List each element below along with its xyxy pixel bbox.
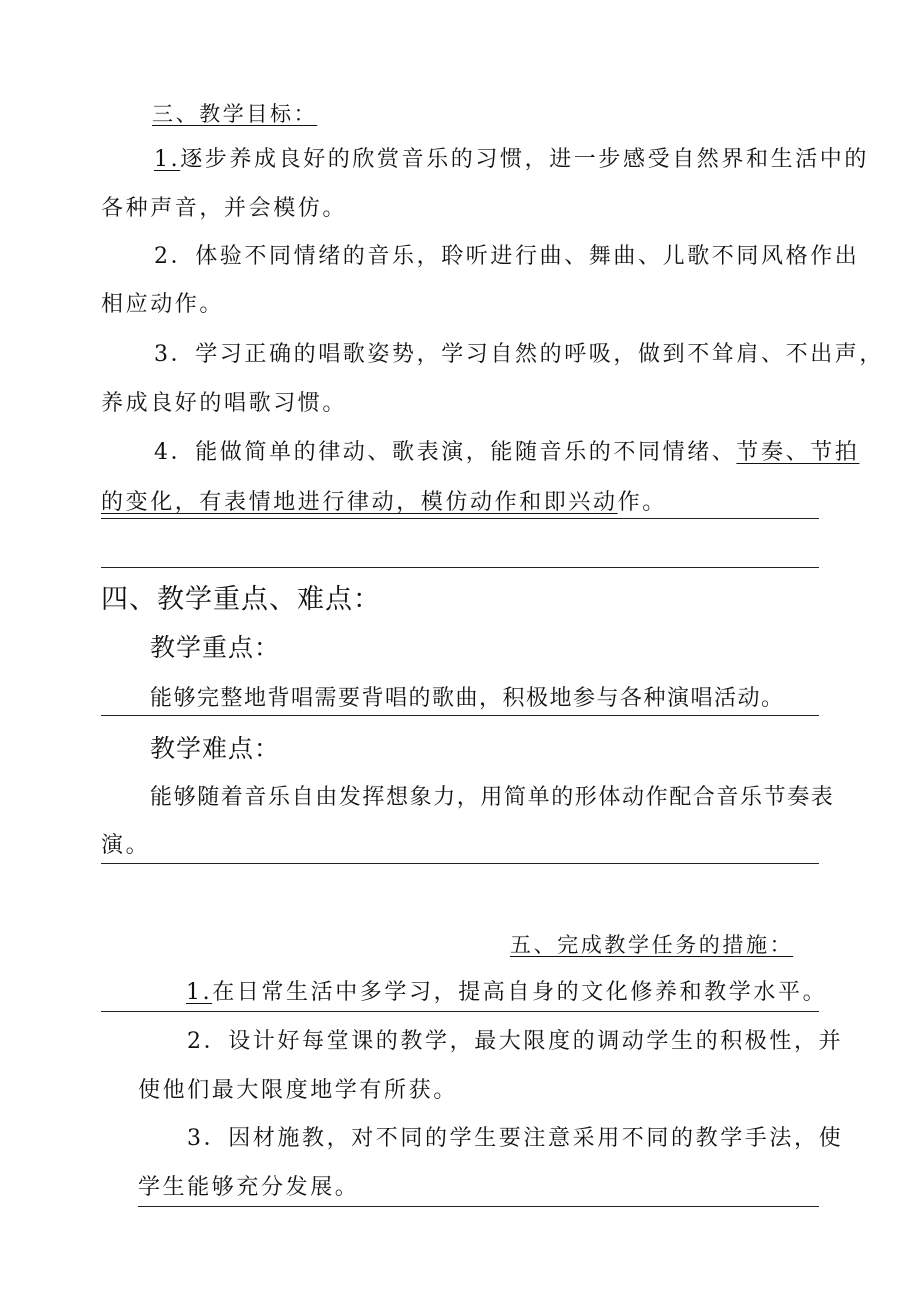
difficulty-title: 教学难点： xyxy=(150,734,281,763)
goal-4-line2 xyxy=(101,488,667,518)
goal-4-text-c: 的变化，有表情地进行律动，模仿动作和即兴动 xyxy=(101,490,618,515)
goal-2-line2: 相应动作。 xyxy=(101,292,225,317)
measure-2-line2: 使他们最大限度地学有所获。 xyxy=(138,1078,458,1103)
divider-line xyxy=(101,567,819,568)
measure-1-text: 在日常生活中多学习，提高自身的文化修养和教学水平。 xyxy=(212,980,828,1005)
goal-3-line1: 3．学习正确的唱歌姿势，学习自然的呼吸，做到不耸肩、不出声， xyxy=(154,342,884,367)
measure-1-number: 1. xyxy=(186,980,213,1005)
key-point-title: 教学重点： xyxy=(150,633,281,662)
goal-3-line2: 养成良好的唱歌习惯。 xyxy=(101,391,348,416)
goal-4-line1 xyxy=(154,438,859,468)
difficulty-line2: 演。 xyxy=(101,833,151,858)
measure-2-line1: 2．设计好每堂课的教学，最大限度的调动学生的积极性，并 xyxy=(187,1029,844,1054)
section5-heading: 五、完成教学任务的措施： xyxy=(510,933,794,957)
measure-3-line2: 学生能够充分发展。 xyxy=(138,1175,360,1200)
difficulty-line1: 能够随着音乐自由发挥想象力，用简单的形体动作配合音乐节奏表 xyxy=(150,785,835,810)
measure-3-line1: 3．因材施教，对不同的学生要注意采用不同的教学手法，使 xyxy=(187,1126,844,1151)
goal-1-line2: 各种声音，并会模仿。 xyxy=(101,196,348,221)
divider-line xyxy=(101,715,819,716)
goal-4-text-d: 作。 xyxy=(617,490,667,515)
key-point-text: 能够完整地背唱需要背唱的歌曲，积极地参与各种演唱活动。 xyxy=(150,686,785,711)
goal-4-text-b: 节奏、节拍 xyxy=(736,440,860,465)
divider-line xyxy=(101,863,819,864)
divider-line xyxy=(101,518,819,519)
goal-1-line1 xyxy=(154,145,869,175)
divider-line xyxy=(138,1206,819,1207)
goal-2-line1: 2．体验不同情绪的音乐，聆听进行曲、舞曲、儿歌不同风格作出 xyxy=(154,244,860,269)
section3-heading: 三、教学目标： xyxy=(152,102,318,126)
goal-4-text-a: 4．能做简单的律动、歌表演，能随音乐的不同情绪、 xyxy=(154,440,737,465)
goal-1-text: 逐步养成良好的欣赏音乐的习惯，进一步感受自然界和生活中的 xyxy=(180,147,870,172)
divider-line xyxy=(101,1011,819,1012)
measure-1 xyxy=(186,978,827,1008)
goal-1-number: 1. xyxy=(154,147,181,172)
section4-heading: 四、教学重点、难点： xyxy=(101,584,381,615)
